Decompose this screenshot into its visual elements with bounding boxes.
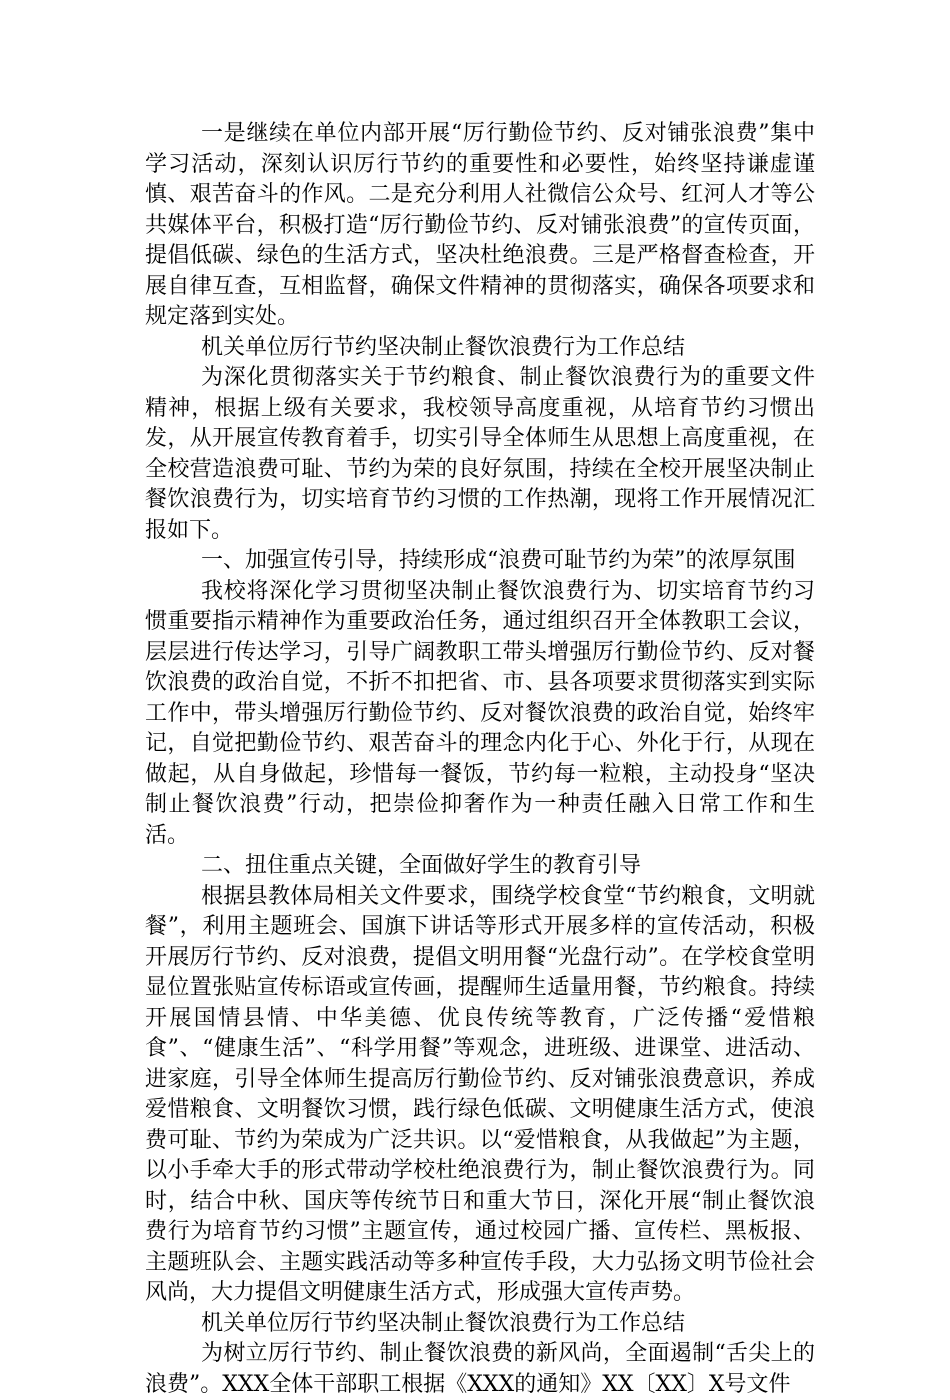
paragraph: 我校将深化学习贯彻坚决制止餐饮浪费行为、切实培育节约习惯重要指示精神作为重要政治任务，通过组织召开全体教职工会议，层层进行传达学习，引导广阔教职工带头增强厉行勤俭节约、反对餐饮浪费的政治自觉，不折不扣把省、市、县各项要求贯彻落实到实际工作中，带头增强厉行勤俭节约、反对餐饮浪费的政治自觉，始终牢记，自觉把勤俭节约、艰苦奋斗的理念内化于心、外化于行，从现在做起，从自身做起，珍惜每一餐饭，节约每一粒粮，主动投身“坚决制止餐饮浪费”行动，把崇俭抑奢作为一种责任融入日常工作和生活。 bbox=[145, 578, 815, 848]
section-heading: 二、扭住重点关键，全面做好学生的教育引导 bbox=[201, 853, 642, 878]
document-body bbox=[145, 119, 815, 1400]
section-heading: 一、加强宣传引导，持续形成“浪费可耻节约为荣”的浓厚氛围 bbox=[201, 548, 796, 573]
section-title: 机关单位厉行节约坚决制止餐饮浪费行为工作总结 bbox=[201, 1310, 686, 1336]
section-title: 机关单位厉行节约坚决制止餐饮浪费行为工作总结 bbox=[201, 334, 686, 360]
paragraph: 为树立厉行节约、制止餐饮浪费的新风尚，全面遏制“舌尖上的浪费”。XXX全体干部职工根据《XXX的通知》XX〔XX〕X号文件 bbox=[145, 1341, 815, 1397]
paragraph: 为深化贯彻落实关于节约粮食、制止餐饮浪费行为的重要文件精神，根据上级有关要求，我校领导高度重视，从培育节约习惯出发，从开展宣传教育着手，切实引导全体师生从思想上高度重视，在全校营造浪费可耻、节约为荣的良好氛围，持续在全校开展坚决制止餐饮浪费行为，切实培育节约习惯的工作热潮，现将工作开展情况汇报如下。 bbox=[145, 365, 815, 543]
paragraph: 一是继续在单位内部开展“厉行勤俭节约、反对铺张浪费”集中学习活动，深刻认识厉行节约的重要性和必要性，始终坚持谦虚谨慎、艰苦奋斗的作风。二是充分利用人社微信公众号、红河人才等公共媒体平台，积极打造“厉行勤俭节约、反对铺张浪费”的宣传页面，提倡低碳、绿色的生活方式，坚决杜绝浪费。三是严格督查检查，开展自律互查，互相监督，确保文件精神的贯彻落实，确保各项要求和规定落到实处。 bbox=[145, 121, 815, 329]
paragraph: 根据县教体局相关文件要求，围绕学校食堂“节约粮食，文明就餐”，利用主题班会、国旗下讲话等形式开展多样的宣传活动，积极开展厉行节约、反对浪费，提倡文明用餐“光盘行动”。在学校食堂明显位置张贴宣传标语或宣传画，提醒师生适量用餐，节约粮食。持续开展国情县情、中华美德、优良传统等教育，广泛传播“爱惜粮食”、“健康生活”、“科学用餐”等观念，进班级、进课堂、进活动、进家庭，引导全体师生提高厉行勤俭节约、反对铺张浪费意识，养成爱惜粮食、文明餐饮习惯，践行绿色低碳、文明健康生活方式，使浪费可耻、节约为荣成为广泛共识。以“爱惜粮食，从我做起”为主题，以小手牵大手的形式带动学校杜绝浪费行为，制止餐饮浪费行为。同时，结合中秋、国庆等传统节日和重大节日，深化开展“制止餐饮浪费行为培育节约习惯”主题宣传，通过校园广播、宣传栏、黑板报、主题班队会、主题实践活动等多种宣传手段，大力弘扬文明节俭社会风尚，大力提倡文明健康生活方式，形成强大宣传声势。 bbox=[145, 883, 815, 1305]
